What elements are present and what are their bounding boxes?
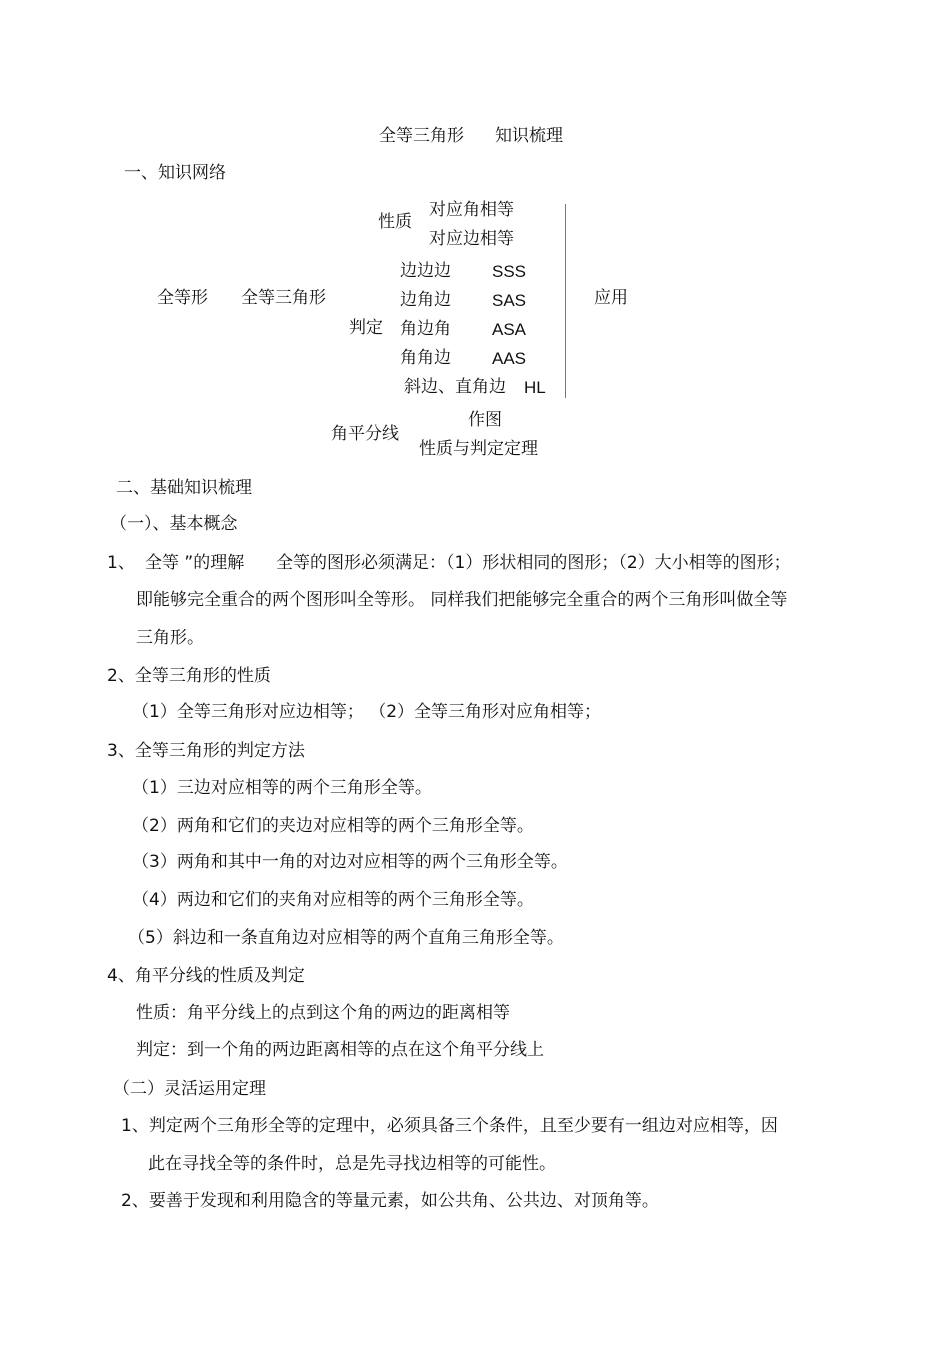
part2-item1-line: 1、判定两个三角形全等的定理中，必须具备三个条件，且至少要有一组边对应相等，因 xyxy=(121,1116,778,1136)
item2-line: （1）全等三角形对应边相等； （2）全等三角形对应角相等； xyxy=(132,702,602,722)
part2-item2: 2、要善于发现和利用隐含的等量元素，如公共角、公共边、对顶角等。 xyxy=(121,1191,659,1211)
section2-heading: 二、基础知识梳理 xyxy=(116,478,252,498)
item1-line: 全等的图形必须满足：（1）形状相同的图形；（2）大小相等的图形； xyxy=(276,553,791,573)
network-judgement-name: 边边边 xyxy=(400,261,451,281)
page-title-part1: 全等三角形 xyxy=(379,126,464,146)
network-property-item: 对应角相等 xyxy=(429,200,514,220)
item2-heading: 2、全等三角形的性质 xyxy=(107,666,271,686)
item4-heading: 4、角平分线的性质及判定 xyxy=(107,966,305,986)
network-bisector-item: 性质与判定定理 xyxy=(419,439,538,459)
item3-heading: 3、全等三角形的判定方法 xyxy=(107,741,305,761)
network-judgement-abbr: SSS xyxy=(492,262,527,281)
part2-heading: （二）灵活运用定理 xyxy=(113,1079,266,1099)
network-judgement-name: 斜边、直角边 xyxy=(404,377,506,397)
network-judgement-abbr: AAS xyxy=(492,349,527,368)
item3-line: （5）斜边和一条直角边对应相等的两个直角三角形全等。 xyxy=(128,928,564,948)
network-bisector-item: 作图 xyxy=(468,410,502,430)
part1-heading: （一）、基本概念 xyxy=(110,514,238,534)
item4-property: 性质：角平分线上的点到这个角的两边的距离相等 xyxy=(136,1003,510,1023)
network-judgement-name: 角边角 xyxy=(400,319,451,339)
network-judgement-name: 角角边 xyxy=(400,348,451,368)
network-judgement-name: 边角边 xyxy=(400,290,451,310)
item3-line: （3）两角和其中一角的对边对应相等的两个三角形全等。 xyxy=(132,852,568,872)
item1-term: 全等 ”的理解 xyxy=(145,553,245,573)
item3-line: （4）两边和它们的夹角对应相等的两个三角形全等。 xyxy=(132,890,534,910)
network-property-item: 对应边相等 xyxy=(429,229,514,249)
item1-line: 即能够完全重合的两个图形叫全等形。 同样我们把能够完全重合的两个三角形叫做全等 xyxy=(136,590,788,610)
page-title-part2: 知识梳理 xyxy=(495,126,563,146)
item3-line: （2）两角和它们的夹边对应相等的两个三角形全等。 xyxy=(132,816,534,836)
section1-heading: 一、知识网络 xyxy=(124,163,226,183)
item4-judgement: 判定：到一个角的两边距离相等的点在这个角平分线上 xyxy=(136,1040,544,1060)
network-judgement-label: 判定 xyxy=(349,318,383,338)
network-judgement-abbr: ASA xyxy=(492,320,527,339)
network-judgement-abbr: SAS xyxy=(492,291,527,310)
item1-line: 三角形。 xyxy=(136,628,204,648)
item3-line: （1）三边对应相等的两个三角形全等。 xyxy=(132,778,432,798)
network-bracket-line xyxy=(565,204,566,398)
part2-item1-line: 此在寻找全等的条件时，总是先寻找边相等的可能性。 xyxy=(148,1154,556,1174)
network-judgement-abbr: HL xyxy=(524,378,546,397)
network-application: 应用 xyxy=(594,288,628,308)
item1-number: 1、 xyxy=(107,553,135,573)
network-bisector-label: 角平分线 xyxy=(331,424,399,444)
network-root: 全等形 xyxy=(157,288,208,308)
network-node: 全等三角形 xyxy=(241,288,326,308)
network-property-label: 性质 xyxy=(378,212,412,232)
